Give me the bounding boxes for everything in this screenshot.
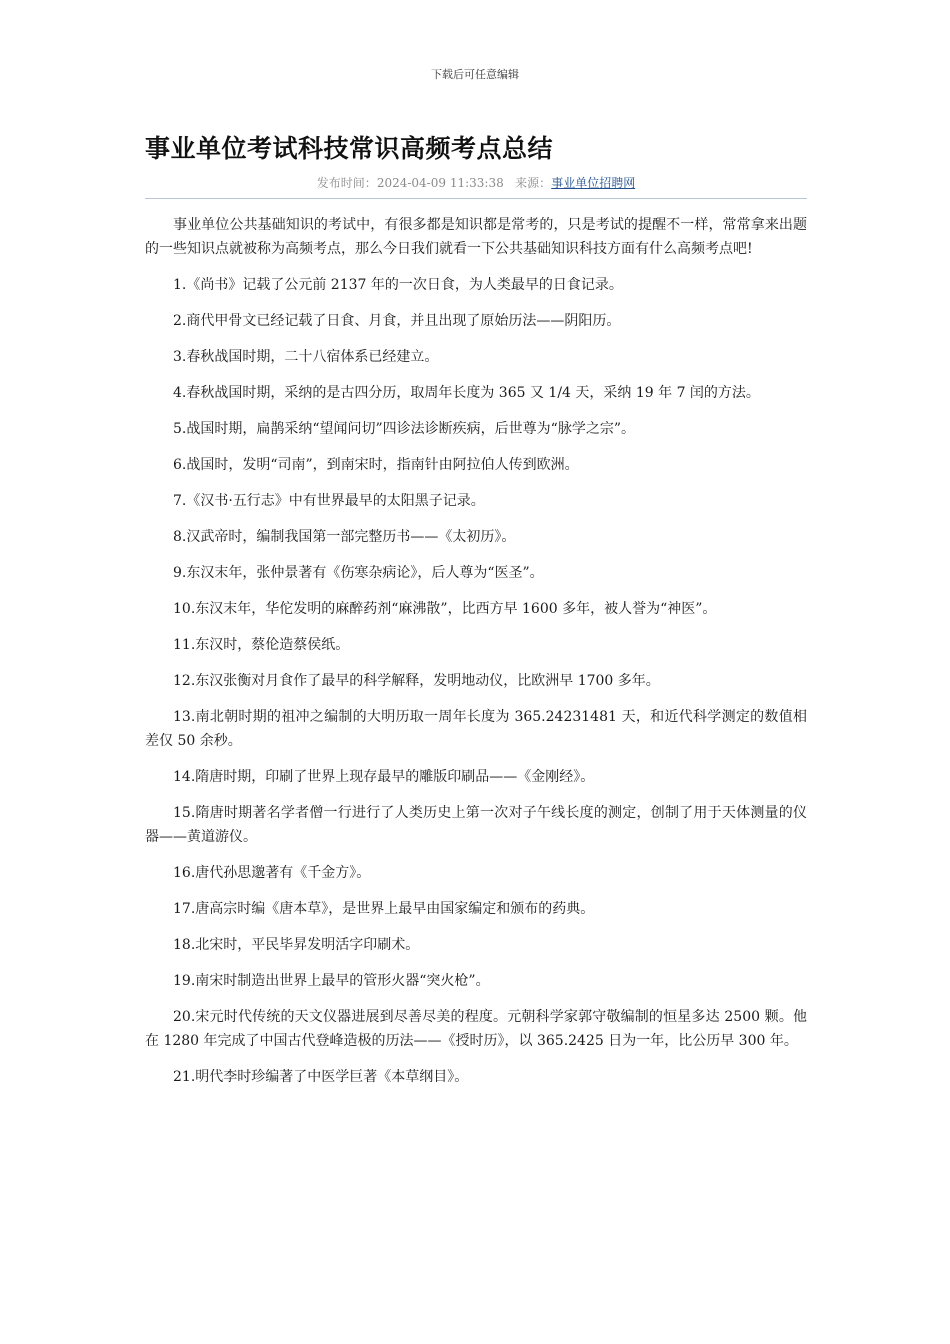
list-item: 10.东汉末年，华佗发明的麻醉药剂“麻沸散”，比西方早 1600 多年，被人誉为“神医”。: [173, 601, 717, 617]
list-item: 15.隋唐时期著名学者僧一行进行了人类历史上第一次对子午线长度的测定，创制了用于天体测量的仪器——黄道游仪。: [145, 805, 807, 845]
header-note: 下载后可任意编辑: [431, 68, 519, 81]
published-time: 2024-04-09 11:33:38: [376, 176, 504, 190]
list-item: 14.隋唐时期，印刷了世界上现存最早的雕版印刷品——《金刚经》。: [173, 769, 595, 785]
list-item: 21.明代李时珍编著了中医学巨著《本草纲目》。: [173, 1069, 469, 1085]
list-item: 17.唐高宗时编《唐本草》，是世界上最早由国家编定和颁布的药典。: [173, 901, 595, 917]
source-link[interactable]: 事业单位招聘网: [551, 176, 636, 190]
list-item: 20.宋元时代传统的天文仪器进展到尽善尽美的程度。元朝科学家郭守敬编制的恒星多达 2500 颗。他在 1280 年完成了中国古代登峰造极的历法——《授时历》，以 365.2425 日为一年，比公历早 300 年。: [145, 1009, 807, 1049]
list-item: 6.战国时，发明“司南”，到南宋时，指南针由阿拉伯人传到欧洲。: [173, 457, 579, 473]
list-item: 1.《尚书》记载了公元前 2137 年的一次日食，为人类最早的日食记录。: [173, 277, 623, 293]
article-body: [145, 213, 807, 1089]
list-item: 18.北宋时，平民毕昇发明活字印刷术。: [173, 937, 420, 953]
list-item: 5.战国时期，扁鹊采纳“望闻问切”四诊法诊断疾病，后世尊为“脉学之宗”。: [173, 421, 635, 437]
source-label: 来源：: [515, 176, 552, 190]
list-item: 13.南北朝时期的祖冲之编制的大明历取一周年长度为 365.24231481 天，和近代科学测定的数值相差仅 50 余秒。: [145, 709, 807, 749]
intro-paragraph: 事业单位公共基础知识的考试中，有很多都是知识都是常考的，只是考试的提醒不一样，常常拿来出题的一些知识点就被称为高频考点，那么今日我们就看一下公共基础知识科技方面有什么高频考点吧!: [145, 217, 807, 257]
article-meta: [145, 174, 807, 199]
list-item: 8.汉武帝时，编制我国第一部完整历书——《太初历》。: [173, 529, 516, 545]
list-item: 7.《汉书·五行志》中有世界最早的太阳黑子记录。: [173, 493, 485, 509]
list-item: 2.商代甲骨文已经记载了日食、月食，并且出现了原始历法——阴阳历。: [173, 313, 621, 329]
list-item: 9.东汉末年，张仲景著有《伤寒杂病论》，后人尊为“医圣”。: [173, 565, 544, 581]
list-item: 16.唐代孙思邈著有《千金方》。: [173, 865, 371, 881]
list-item: 19.南宋时制造出世界上最早的管形火器“突火枪”。: [173, 973, 490, 989]
article: [145, 132, 807, 1101]
published-label: 发布时间：: [316, 176, 377, 190]
page-title: 事业单位考试科技常识高频考点总结: [145, 134, 554, 163]
list-item: 4.春秋战国时期，采纳的是古四分历，取周年长度为 365 又 1/4 天，采纳 19 年 7 闰的方法。: [173, 385, 760, 401]
list-item: 11.东汉时，蔡伦造蔡侯纸。: [173, 637, 350, 653]
list-item: 3.春秋战国时期，二十八宿体系已经建立。: [173, 349, 439, 365]
list-item: 12.东汉张衡对月食作了最早的科学解释，发明地动仪，比欧洲早 1700 多年。: [173, 673, 660, 689]
